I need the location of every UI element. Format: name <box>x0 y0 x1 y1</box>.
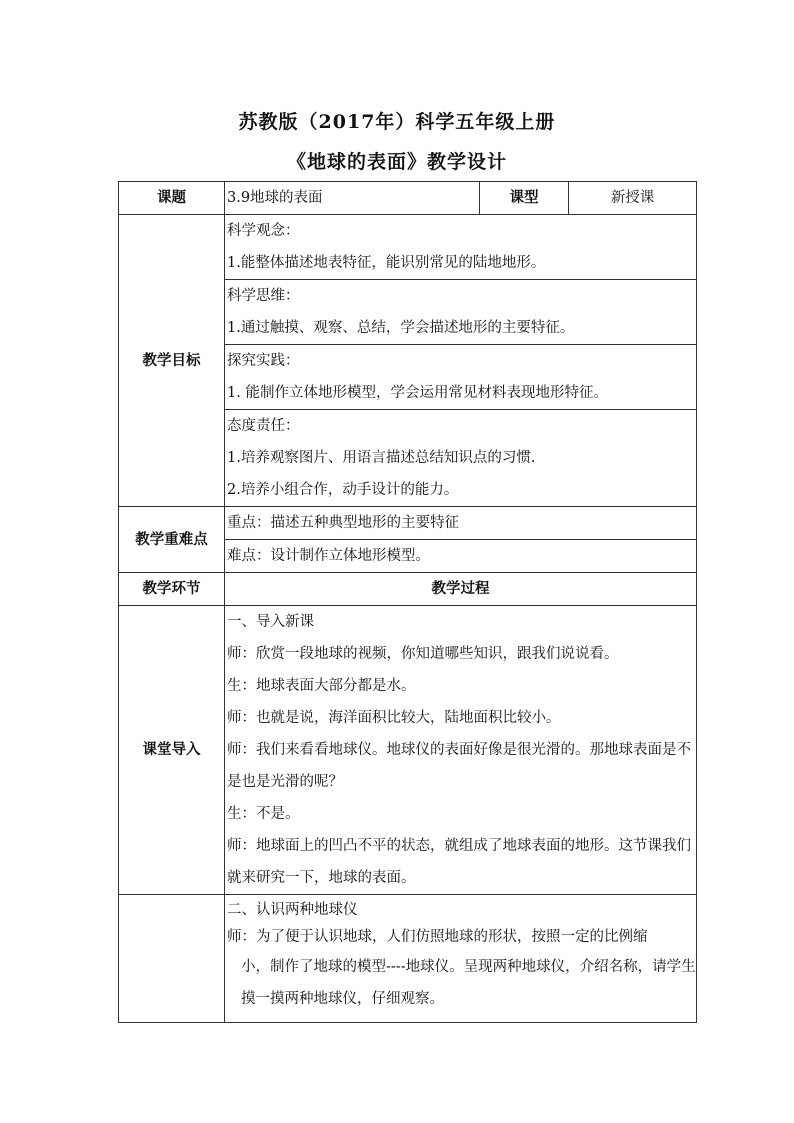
table-row <box>119 507 697 540</box>
objective-section-attitude <box>225 410 697 507</box>
objectives-label: 教学目标 <box>119 215 225 507</box>
objective-section-practice <box>225 345 697 410</box>
section-heading: 二、认识两种地球仪 <box>227 902 358 918</box>
paragraph: 师：也就是说，海洋面积比较大，陆地面积比较小。 <box>227 710 561 726</box>
topic-value: 3.9地球的表面 <box>225 182 480 215</box>
keypoints-label: 教学重难点 <box>119 507 225 573</box>
paragraph: 小，制作了地球的模型----地球仪。呈现两种地球仪，介绍名称，请学生摸一摸两种地球仪，仔细观察。 <box>241 959 696 1007</box>
objective-section-concept <box>225 215 697 280</box>
intro-content <box>225 606 697 895</box>
lesson-type-value: 新授课 <box>569 182 697 215</box>
intro-label: 课堂导入 <box>119 606 225 895</box>
paragraph: 一、导入新课 <box>227 614 314 630</box>
table-row <box>119 573 697 606</box>
table-row <box>119 215 697 280</box>
objective-title: 科学观念： <box>227 223 300 239</box>
table-row <box>119 182 697 215</box>
objective-item: 1.通过触摸、观察、总结，学会描述地形的主要特征。 <box>227 320 575 336</box>
objective-item: 1.能整体描述地表特征，能识别常见的陆地地形。 <box>227 255 546 271</box>
lesson-plan-table <box>118 181 697 1023</box>
process-header: 教学过程 <box>225 573 697 606</box>
paragraph: 生：不是。 <box>227 806 300 822</box>
paragraph: 师：我们来看看地球仪。地球仪的表面好像是很光滑的。那地球表面是不是也是光滑的呢？ <box>227 742 691 790</box>
objective-item: 1. 能制作立体地形模型，学会运用常见材料表现地形特征。 <box>227 385 608 401</box>
topic-label: 课题 <box>119 182 225 215</box>
table-row <box>119 606 697 895</box>
objective-section-thinking <box>225 280 697 345</box>
paragraph: 师：欣赏一段地球的视频，你知道哪些知识，跟我们说说看。 <box>227 646 619 662</box>
paragraph: 师：为了便于认识地球，人们仿照地球的形状，按照一定的比例缩 <box>227 929 648 945</box>
key-point: 重点：描述五种典型地形的主要特征 <box>225 507 697 540</box>
lesson-type-label: 课型 <box>480 182 569 215</box>
objective-title: 科学思维： <box>227 288 300 304</box>
paragraph: 生：地球表面大部分都是水。 <box>227 678 416 694</box>
paragraph: 师：地球面上的凹凸不平的状态，就组成了地球表面的地形。这节课我们就来研究一下，地球的表面。 <box>227 838 691 886</box>
objective-item: 1.培养观察图片、用语言描述总结知识点的习惯. <box>227 450 536 466</box>
empty-stage-cell <box>119 895 225 1023</box>
document-title: 苏教版（2017年）科学五年级上册 <box>238 111 556 133</box>
part2-content <box>225 895 697 1023</box>
table-row <box>119 895 697 1023</box>
objective-item: 2.培养小组合作，动手设计的能力。 <box>227 482 459 498</box>
difficult-point: 难点：设计制作立体地形模型。 <box>225 540 697 573</box>
objective-title: 态度责任： <box>227 418 300 434</box>
stage-header: 教学环节 <box>119 573 225 606</box>
objective-title: 探究实践： <box>227 353 300 369</box>
document-subtitle: 《地球的表面》教学设计 <box>286 151 507 173</box>
